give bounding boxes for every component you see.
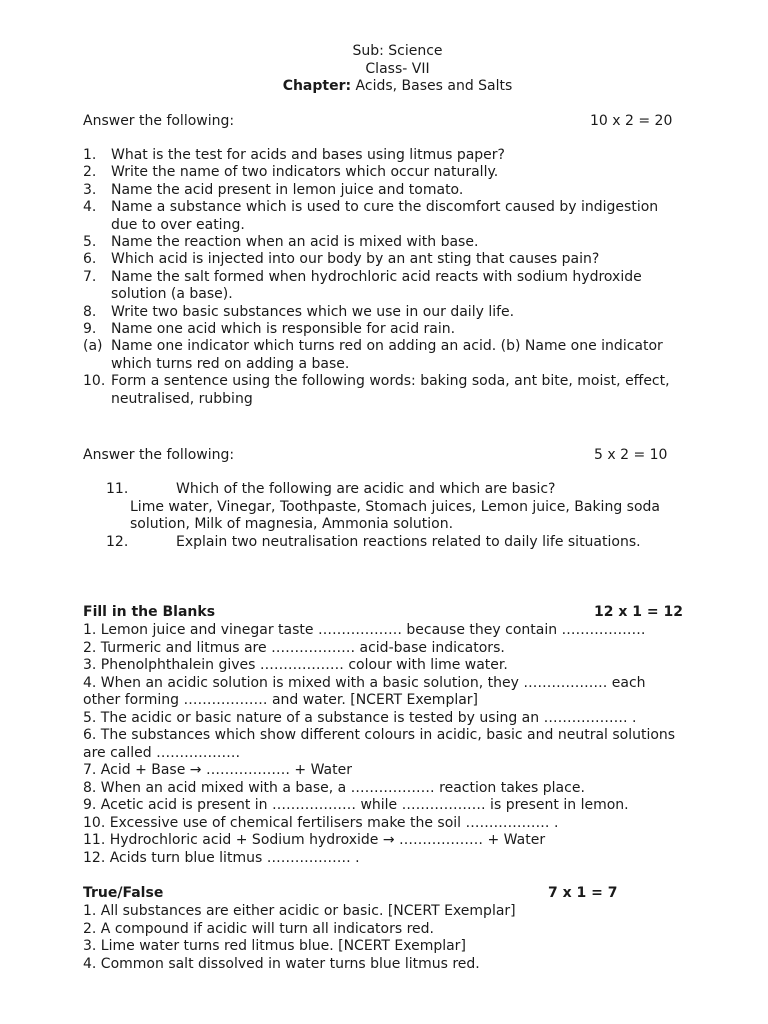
- question-number: 6.: [83, 251, 97, 268]
- question-11-detail-line: Lime water, Vinegar, Toothpaste, Stomach juices, Lemon juice, Baking soda: [130, 499, 660, 515]
- question-number: 5.: [83, 234, 97, 250]
- question-text-line: due to over eating.: [111, 216, 245, 233]
- section1-heading: Answer the following:: [83, 113, 235, 129]
- question-text-line: Which acid is injected into our body by an ant sting that causes pain?: [111, 251, 600, 268]
- fill-blank-line: 8. When an acid mixed with a base, a ……………… reaction takes place.: [83, 779, 585, 796]
- question-number: 9.: [83, 321, 97, 337]
- question-number: 8.: [83, 303, 97, 320]
- fill-blank-line: 2. Turmeric and litmus are ……………… acid-base indicators.: [83, 639, 505, 656]
- question-number: 4.: [83, 199, 97, 216]
- fill-blanks-heading: Fill in the Blanks: [83, 604, 216, 620]
- section1-marks: 10 x 2 = 20: [590, 113, 673, 129]
- question-number: 7.: [83, 268, 97, 285]
- fill-blank-line: 11. Hydrochloric acid + Sodium hydroxide → ……………… + Water: [83, 832, 546, 848]
- fill-blank-line: 3. Phenolphthalein gives ……………… colour with lime water.: [83, 657, 508, 673]
- question-number: 3.: [83, 181, 97, 198]
- true-false-heading: True/False: [83, 885, 164, 901]
- fill-blank-line: 1. Lemon juice and vinegar taste ……………… because they contain ………………: [83, 622, 646, 638]
- chapter-name: Acids, Bases and Salts: [351, 78, 513, 94]
- fill-blank-line: other forming ……………… and water. [NCERT Exemplar]: [83, 692, 479, 708]
- true-false-line: 1. All substances are either acidic or basic. [NCERT Exemplar]: [83, 903, 516, 919]
- question-text-line: Name one acid which is responsible for acid rain.: [111, 321, 456, 337]
- true-false-line: 4. Common salt dissolved in water turns blue litmus red.: [83, 955, 480, 972]
- fill-blanks-marks: 12 x 1 = 12: [594, 604, 683, 620]
- chapter-line: [0, 78, 768, 95]
- question-text-line: Form a sentence using the following words: baking soda, ant bite, moist, effect,: [111, 373, 670, 390]
- true-false-line: 2. A compound if acidic will turn all indicators red.: [83, 920, 434, 937]
- question-text-line: Write two basic substances which we use in our daily life.: [111, 303, 515, 320]
- question-text-line: neutralised, rubbing: [111, 390, 253, 407]
- fill-blank-line: 5. The acidic or basic nature of a substance is tested by using an ……………… .: [83, 709, 637, 726]
- question-11-text: Which of the following are acidic and which are basic?: [176, 481, 556, 497]
- subject-line: Sub: Science: [352, 43, 443, 59]
- question-text-line: Name the acid present in lemon juice and tomato.: [111, 181, 464, 198]
- fill-blank-line: 7. Acid + Base → ……………… + Water: [83, 762, 352, 778]
- true-false-line: 3. Lime water turns red litmus blue. [NCERT Exemplar]: [83, 938, 466, 954]
- question-number: 1.: [83, 147, 97, 163]
- question-11-number: 11.: [106, 481, 129, 497]
- fill-blank-line: 4. When an acidic solution is mixed with a basic solution, they ……………… each: [83, 674, 646, 691]
- question-number: 2.: [83, 164, 97, 181]
- question-number: (a): [83, 338, 103, 355]
- question-12-number: 12.: [106, 534, 129, 550]
- class-line: Class- VII: [365, 61, 430, 77]
- chapter-label: Chapter:: [282, 78, 352, 94]
- question-12-text: Explain two neutralisation reactions related to daily life situations.: [176, 534, 641, 550]
- question-text-line: Name the salt formed when hydrochloric acid reacts with sodium hydroxide: [111, 268, 642, 285]
- question-text-line: Name one indicator which turns red on adding an acid. (b) Name one indicator: [111, 338, 663, 355]
- fill-blank-line: 12. Acids turn blue litmus ……………… .: [83, 849, 360, 866]
- section2-heading: Answer the following:: [83, 447, 235, 463]
- question-11-detail-line: solution, Milk of magnesia, Ammonia solution.: [130, 516, 454, 532]
- fill-blank-line: are called ………………: [83, 744, 241, 761]
- fill-blank-line: 10. Excessive use of chemical fertilisers make the soil ……………… .: [83, 814, 559, 831]
- question-text-line: Name a substance which is used to cure the discomfort caused by indigestion: [111, 199, 659, 216]
- question-text-line: Write the name of two indicators which occur naturally.: [111, 164, 499, 181]
- question-text-line: solution (a base).: [111, 286, 233, 303]
- question-text-line: What is the test for acids and bases using litmus paper?: [111, 147, 505, 163]
- question-text-line: which turns red on adding a base.: [111, 355, 350, 372]
- question-number: 10.: [83, 373, 106, 390]
- section2-marks: 5 x 2 = 10: [594, 447, 668, 463]
- fill-blank-line: 6. The substances which show different colours in acidic, basic and neutral solutions: [83, 727, 676, 743]
- true-false-marks: 7 x 1 = 7: [548, 885, 618, 901]
- question-text-line: Name the reaction when an acid is mixed with base.: [111, 234, 479, 250]
- fill-blank-line: 9. Acetic acid is present in ……………… while ……………… is present in lemon.: [83, 797, 629, 813]
